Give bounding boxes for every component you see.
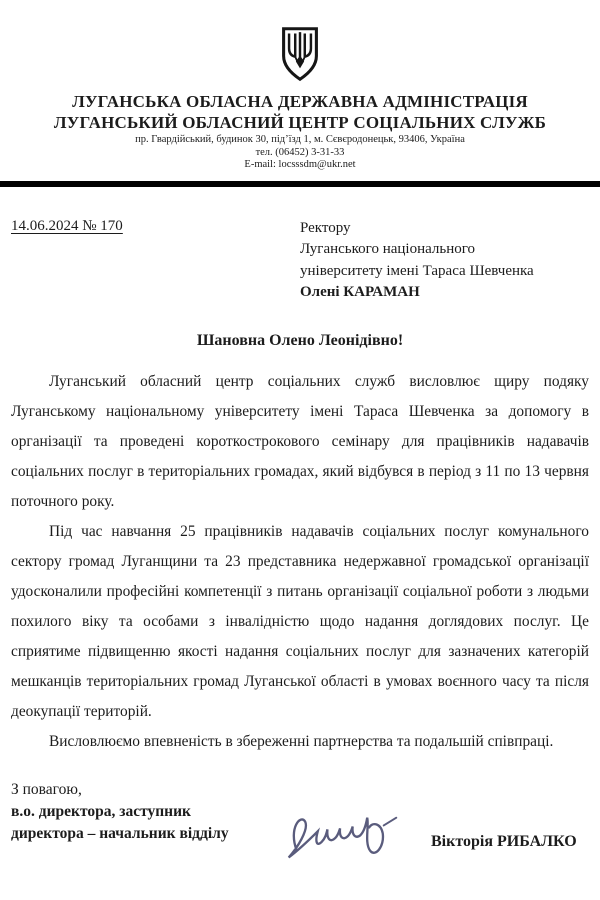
letterhead: [0, 0, 600, 172]
org-phone: тел. (06452) 3-31-33: [255, 146, 345, 158]
coat-of-arms-tryzub-icon: [278, 26, 322, 82]
org-address: пр. Гвардійський, будинок 30, під’їзд 1, м. Сєвєродонецьк, 93406, Україна: [135, 134, 465, 145]
recipient-block: [300, 218, 600, 304]
letter-body: [11, 367, 589, 757]
salutation: Шановна Олено Леонідівно!: [196, 331, 404, 349]
recipient-line: університету імені Тараса Шевченка: [300, 262, 534, 279]
closing-block: [11, 779, 588, 873]
signer-position-line1: в.о. директора, заступник: [11, 802, 191, 820]
recipient-name: Олені КАРАМАН: [300, 284, 420, 300]
reference-row: [0, 218, 600, 304]
closing-regards: З повагою,: [11, 780, 82, 798]
signer-name: Вікторія РИБАЛКО: [431, 832, 577, 850]
signer-position: [11, 801, 273, 845]
org-name-line2: ЛУГАНСЬКИЙ ОБЛАСНИЙ ЦЕНТР СОЦІАЛЬНИХ СЛУЖБ: [53, 113, 547, 132]
date-and-number: 14.06.2024 № 170: [11, 217, 123, 234]
recipient-line: Ректору: [300, 219, 351, 236]
letterhead-divider: [0, 181, 600, 187]
org-email: E-mail: locsssdm@ukr.net: [244, 159, 356, 170]
signature-row: [11, 801, 588, 873]
handwritten-signature-icon: [279, 809, 405, 873]
signer-position-line2: директора – начальник відділу: [11, 824, 229, 842]
body-paragraph: Луганський обласний центр соціальних служб висловлює щиру подяку Луганському національному університету імені Тараса Шевченка за допомогу в організації та проведені короткострокового семінару для працівників надавачів соціальних послуг в територіальних громадах, який відбувся в період з 11 по 13 червня поточного року.: [11, 372, 589, 510]
org-name-line1: ЛУГАНСЬКА ОБЛАСНА ДЕРЖАВНА АДМІНІСТРАЦІЯ: [72, 92, 528, 111]
body-paragraph: Під час навчання 25 працівників надавачів соціальних послуг комунального сектору громад Луганщини та 23 представника недержавної громадської організації удосконалили професійні компетенції з питань організації соціальної роботи з людьми похилого віку та особами з інвалідністю щодо надання доглядових послуг. Це сприятиме підвищенню якості надання соціальних послуг для зазначених категорій мешканців територіальних громад Луганської області в умовах воєнного часу та після деокупації територій.: [11, 522, 589, 720]
body-paragraph: Висловлюємо впевненість в збереженні партнерства та подальшій співпраці.: [49, 732, 554, 750]
recipient-line: Луганського національного: [300, 241, 476, 257]
